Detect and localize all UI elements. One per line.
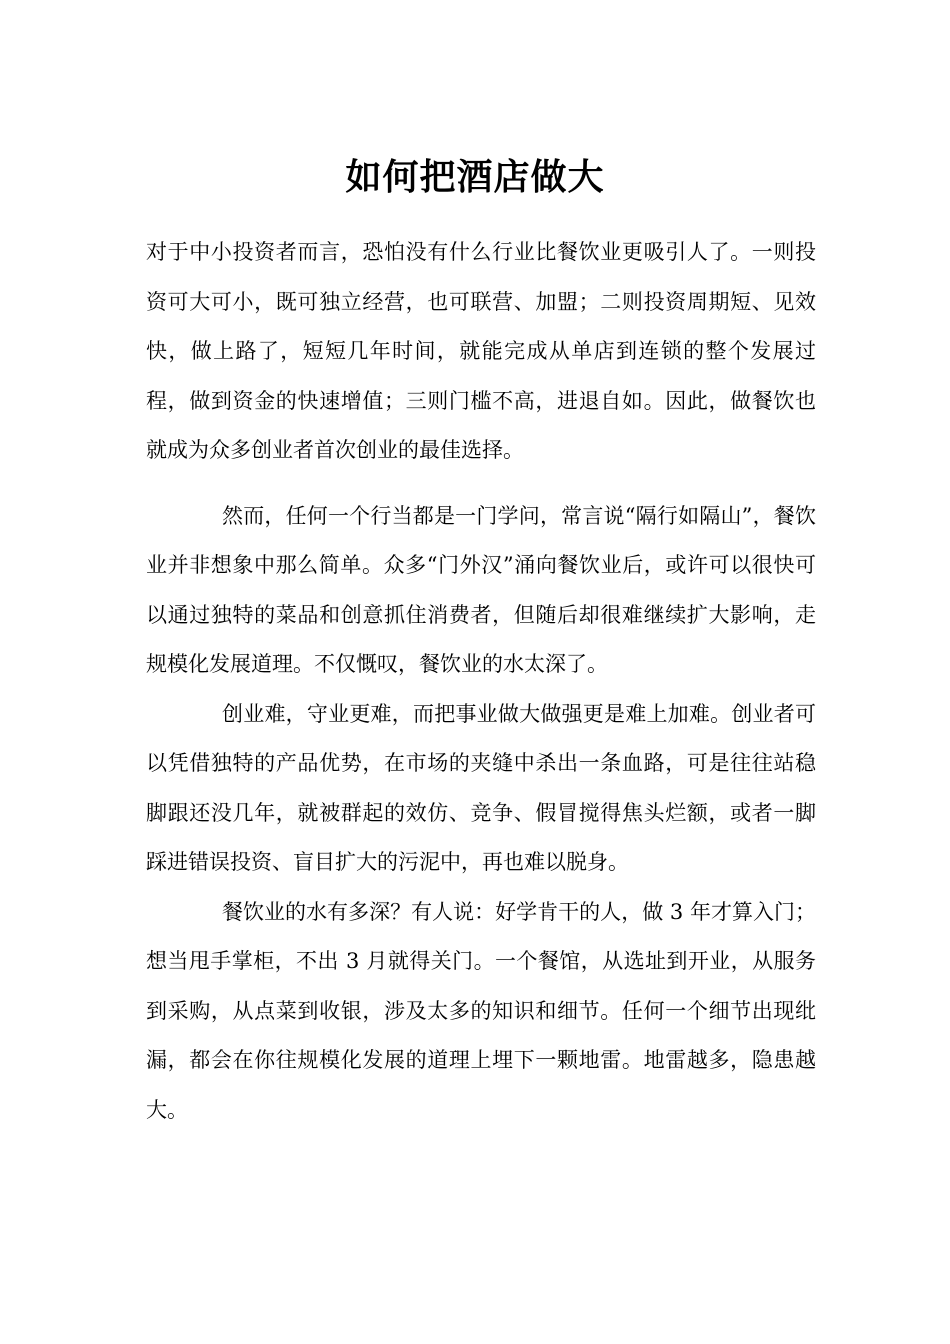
document-title: 如何把酒店做大 bbox=[345, 156, 605, 199]
paragraph-2: 然而，任何一个行当都是一门学问，常言说“隔行如隔山”，餐饮业并非想象中那么简单。众多“门外汉”涌向餐饮业后，或许可以很快可以通过独特的菜品和创意抓住消费者，但随后却很难继续扩大影响，走规模化发展道理。不仅慨叹，餐饮业的水太深了。 bbox=[146, 503, 816, 676]
paragraph-3: 创业难，守业更难，而把事业做大做强更是难上加难。创业者可以凭借独特的产品优势，在市场的夹缝中杀出一条血路，可是往往站稳脚跟还没几年，就被群起的效仿、竞争、假冒搅得焦头烂额，或者一脚踩进错误投资、盲目扩大的污泥中，再也难以脱身。 bbox=[146, 701, 816, 874]
paragraph-4: 餐饮业的水有多深？有人说：好学肯干的人，做 3 年才算入门；想当甩手掌柜，不出 3 月就得关门。一个餐馆，从选址到开业，从服务到采购，从点菜到收银，涉及太多的知识和细节。任何一个细节出现纰漏，都会在你往规模化发展的道理上埋下一颗地雷。地雷越多，隐患越大。 bbox=[146, 899, 816, 1122]
paragraph-1: 对于中小投资者而言，恐怕没有什么行业比餐饮业更吸引人了。一则投资可大可小，既可独立经营，也可联营、加盟；二则投资周期短、见效快，做上路了，短短几年时间，就能完成从单店到连锁的整个发展过程，做到资金的快速增值；三则门槛不高，进退自如。因此，做餐饮也就成为众多创业者首次创业的最佳选择。 bbox=[146, 240, 816, 462]
document-body bbox=[146, 228, 816, 1135]
